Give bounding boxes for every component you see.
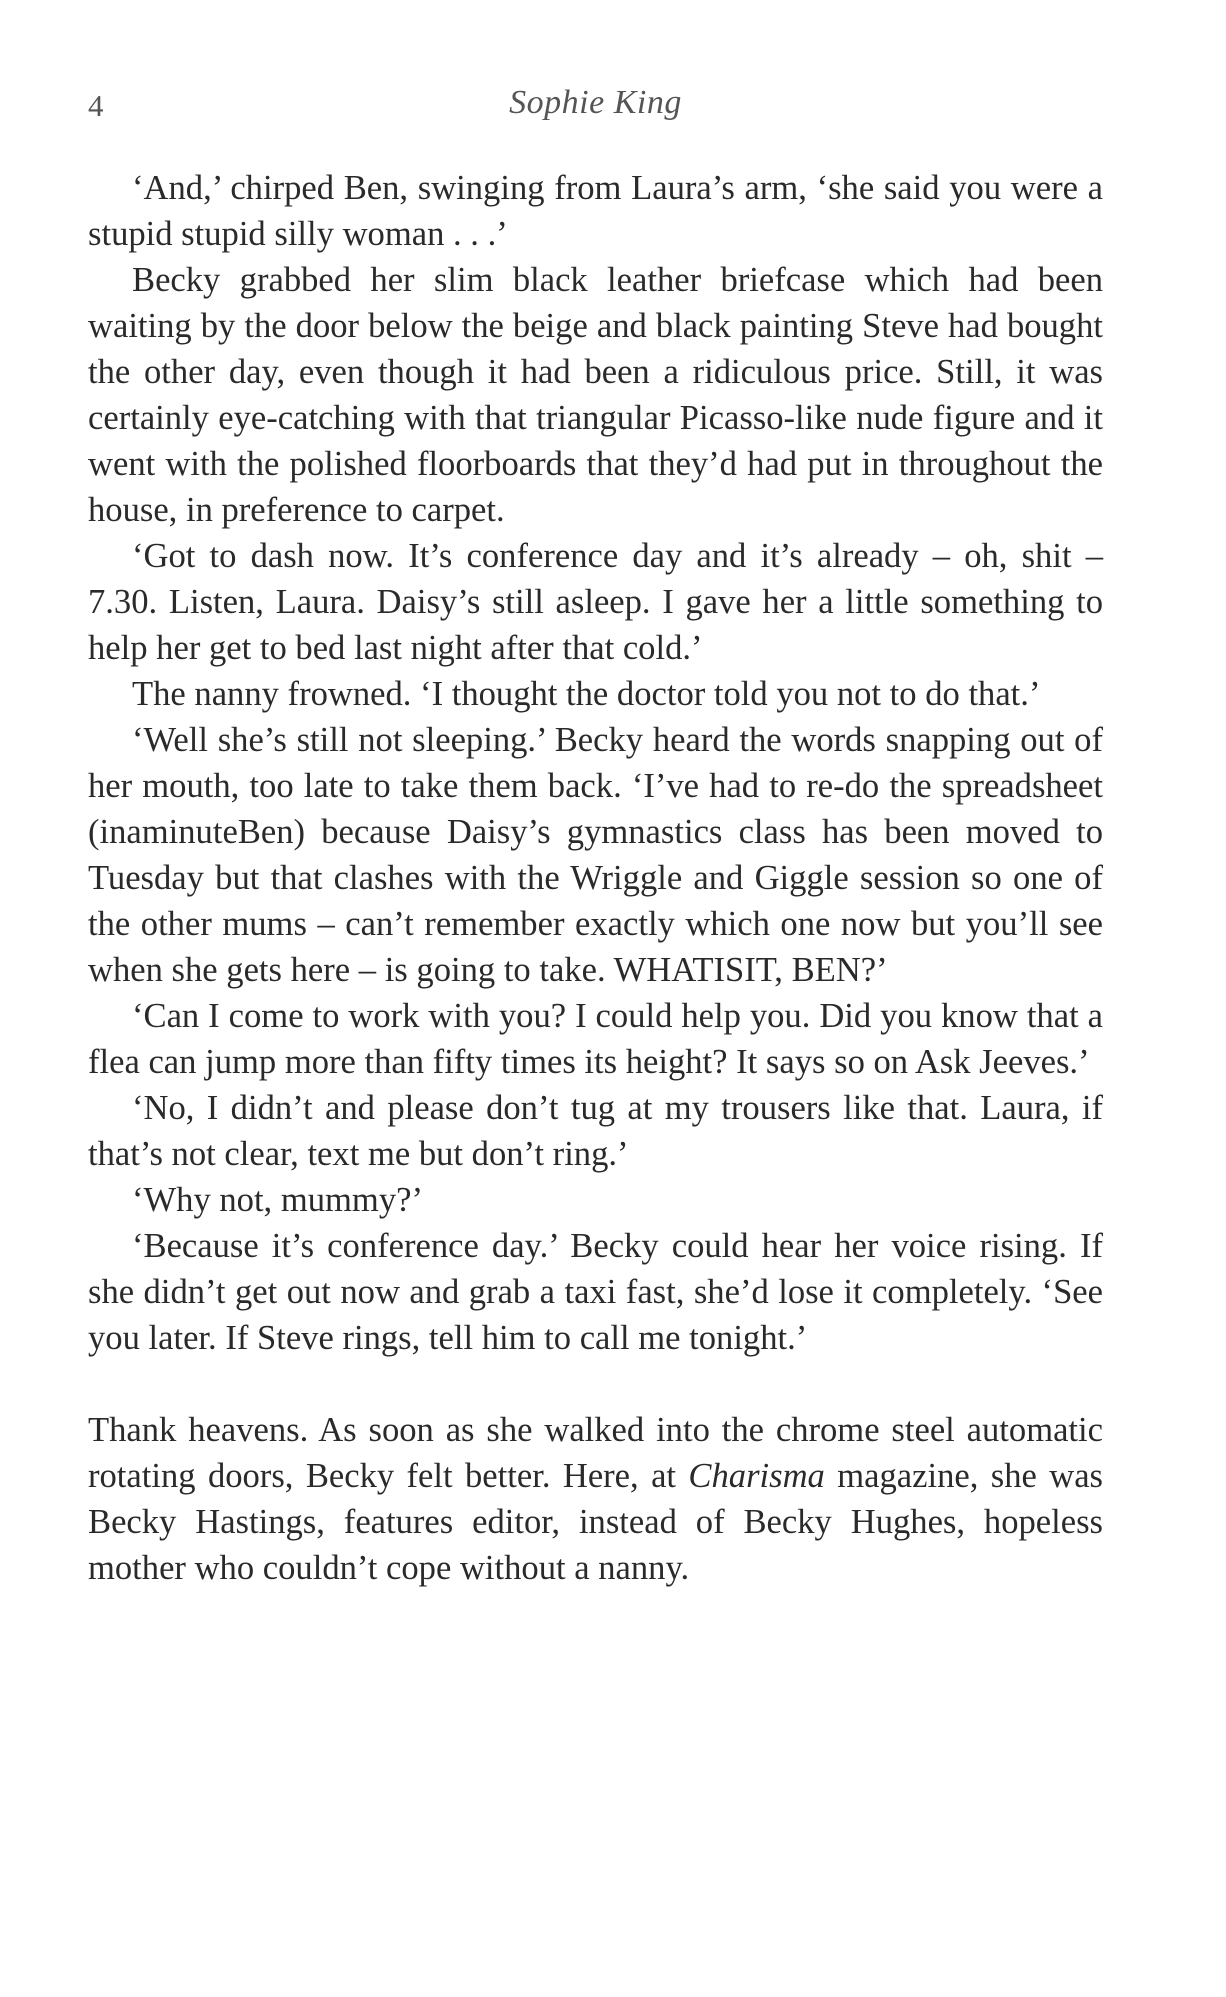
paragraph: ‘And,’ chirped Ben, swinging from Laura’s arm, ‘she said you were a stupid stupid silly woman . . .’ — [88, 169, 1103, 253]
page-header — [88, 82, 1103, 132]
paragraph: Becky grabbed her slim black leather briefcase which had been waiting by the door below the beige and black painting Steve had bought the other day, even though it had been a ridiculous price. Still, it was certainly eye-catching with that triangular Picasso-like nude figure and it went with the polished floorboards that they’d had put in throughout the house, in preference to carpet. — [88, 261, 1103, 529]
running-head: Sophie King — [509, 84, 682, 121]
paragraph: ‘No, I didn’t and please don’t tug at my trousers like that. Laura, if that’s not clear, text me but don’t ring.’ — [88, 1089, 1103, 1173]
paragraph: ‘Because it’s conference day.’ Becky could hear her voice rising. If she didn’t get out now and grab a taxi fast, she’d lose it completely. ‘See you later. If Steve rings, tell him to call me tonight.’ — [88, 1227, 1103, 1357]
body-text — [88, 165, 1103, 1591]
section-text-part1: Thank heavens. As soon as she walked into the chrome steel automatic rotating doors, Becky felt better. Here, at — [88, 1411, 1103, 1495]
paragraph: ‘Got to dash now. It’s conference day and it’s already – oh, shit – 7.30. Listen, Laura. Daisy’s still asleep. I gave her a little something to help her get to bed last night after that cold.’ — [88, 537, 1103, 667]
magazine-title: Charisma — [688, 1457, 825, 1495]
paragraph: ‘Why not, mummy?’ — [132, 1181, 423, 1219]
paragraph: The nanny frowned. ‘I thought the doctor told you not to do that.’ — [132, 675, 1041, 713]
page-number: 4 — [88, 88, 104, 123]
section-text-part2: magazine, she was Becky Hastings, features editor, instead of Becky Hughes, hopeless mother who couldn’t cope without a nanny. — [88, 1457, 1104, 1587]
paragraph: ‘Can I come to work with you? I could help you. Did you know that a flea can jump more than fifty times its height? It says so on Ask Jeeves.’ — [88, 997, 1103, 1081]
paragraph: ‘Well she’s still not sleeping.’ Becky heard the words snapping out of her mouth, too late to take them back. ‘I’ve had to re-do the spreadsheet (inaminuteBen) because Daisy’s gymnastics class has been moved to Tuesday but that clashes with the Wriggle and Giggle session so one of the other mums – can’t remember exactly which one now but you’ll see when she gets here – is going to take. WHATISIT, BEN?’ — [88, 721, 1103, 989]
section-paragraph — [88, 1407, 1103, 1591]
